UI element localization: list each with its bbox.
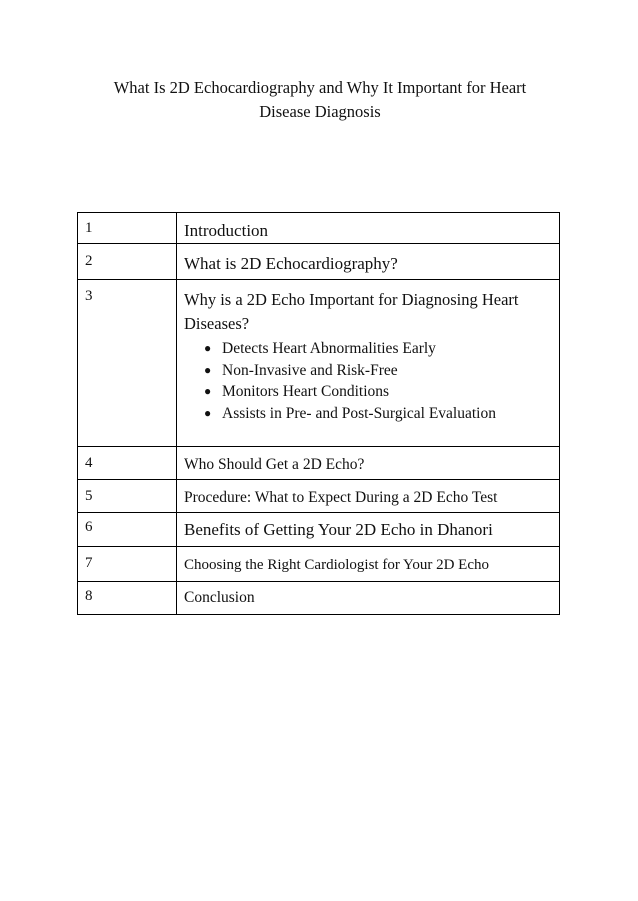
toc-subitem-label: Non-Invasive and Risk-Free	[222, 361, 398, 379]
toc-row-number: 5	[78, 480, 177, 513]
bullet-icon: ●	[204, 341, 212, 355]
toc-row	[78, 582, 560, 615]
toc-row-number: 8	[78, 582, 177, 615]
toc-row-number: 4	[78, 447, 177, 480]
toc-row-number: 6	[78, 513, 177, 547]
toc-row-label: What is 2D Echocardiography?	[177, 244, 560, 280]
bullet-icon: ●	[204, 384, 212, 398]
bullet-icon: ●	[204, 362, 212, 377]
toc-row-label: Choosing the Right Cardiologist for Your 2D Echo	[177, 547, 560, 582]
toc-row-label: Why is a 2D Echo Important for Diagnosing Heart Diseases?	[184, 290, 519, 333]
toc-row-number: 2	[78, 244, 177, 280]
table-of-contents	[77, 212, 560, 615]
toc-row	[78, 447, 560, 480]
toc-row	[78, 280, 560, 447]
toc-row	[78, 480, 560, 513]
toc-row-content	[177, 280, 560, 447]
toc-subitem-list	[184, 338, 552, 424]
bullet-icon: ●	[204, 405, 212, 420]
toc-subitem-label: Monitors Heart Conditions	[222, 383, 390, 400]
toc-row-number: 1	[78, 213, 177, 244]
toc-subitem-label: Assists in Pre- and Post-Surgical Evaluation	[222, 404, 496, 422]
document-title: What Is 2D Echocardiography and Why It Important for Heart Disease Diagnosis	[113, 78, 527, 121]
toc-row-number: 7	[78, 547, 177, 582]
toc-subitem	[204, 338, 552, 360]
toc-row-label: Introduction	[177, 213, 560, 244]
toc-row-number: 3	[78, 280, 177, 447]
toc-subitem-label: Detects Heart Abnormalities Early	[222, 340, 436, 357]
toc-row-label: Procedure: What to Expect During a 2D Echo Test	[177, 480, 560, 513]
toc-row	[78, 547, 560, 582]
toc-row-label: Who Should Get a 2D Echo?	[177, 447, 560, 480]
toc-subitem	[204, 403, 552, 425]
toc-subitem	[204, 360, 552, 382]
toc-row	[78, 244, 560, 280]
toc-subitem	[204, 381, 552, 403]
toc-row-label: Benefits of Getting Your 2D Echo in Dhanori	[177, 513, 560, 547]
toc-row	[78, 513, 560, 547]
toc-row-label: Conclusion	[177, 582, 560, 615]
toc-row	[78, 213, 560, 244]
